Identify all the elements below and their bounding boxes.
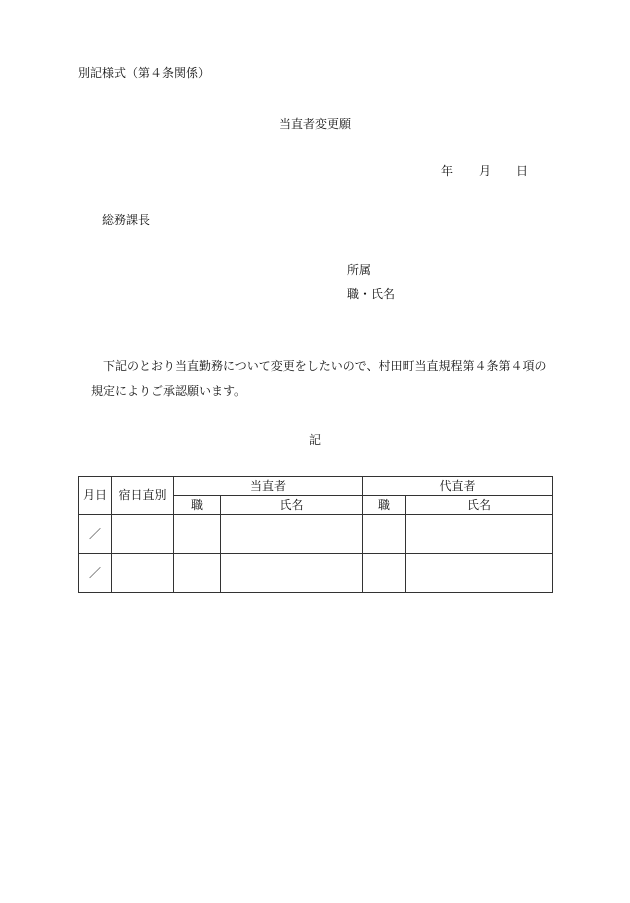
current-position-cell[interactable] — [174, 554, 221, 593]
date-year-label: 年 — [441, 164, 454, 178]
current-name-cell[interactable] — [221, 515, 363, 554]
substitute-name-cell[interactable] — [406, 554, 553, 593]
date-cell[interactable]: ／ — [79, 515, 112, 554]
header-current-position: 職 — [174, 496, 221, 515]
date-month-label: 月 — [479, 164, 492, 178]
header-substitute-duty: 代直者 — [363, 477, 553, 496]
header-current-name: 氏名 — [221, 496, 363, 515]
duty-type-cell[interactable] — [112, 554, 174, 593]
addressee: 総務課長 — [102, 213, 151, 227]
applicant-name-label: 職・氏名 — [347, 287, 396, 301]
header-substitute-position: 職 — [363, 496, 406, 515]
substitute-name-cell[interactable] — [406, 515, 553, 554]
current-position-cell[interactable] — [174, 515, 221, 554]
table-header-row — [79, 477, 553, 496]
body-text-line-1: 下記のとおり当直勤務について変更をしたいので、村田町当直規程第４条第４項の — [103, 359, 547, 373]
header-date: 月日 — [79, 477, 112, 515]
substitute-position-cell[interactable] — [363, 515, 406, 554]
body-text-line-2: 規定によりご承認願います。 — [91, 384, 247, 398]
table-row — [79, 515, 553, 554]
date-cell[interactable]: ／ — [79, 554, 112, 593]
header-duty-type: 宿日直別 — [112, 477, 174, 515]
form-label: 別記様式（第４条関係） — [78, 66, 211, 80]
current-name-cell[interactable] — [221, 554, 363, 593]
header-current-duty: 当直者 — [174, 477, 363, 496]
header-substitute-name: 氏名 — [406, 496, 553, 515]
document-title: 当直者変更願 — [278, 117, 351, 131]
ki-heading: 記 — [308, 433, 321, 447]
duty-change-table — [78, 476, 553, 593]
substitute-position-cell[interactable] — [363, 554, 406, 593]
duty-type-cell[interactable] — [112, 515, 174, 554]
applicant-affiliation-label: 所属 — [347, 263, 372, 277]
date-day-label: 日 — [516, 164, 529, 178]
table-row — [79, 554, 553, 593]
